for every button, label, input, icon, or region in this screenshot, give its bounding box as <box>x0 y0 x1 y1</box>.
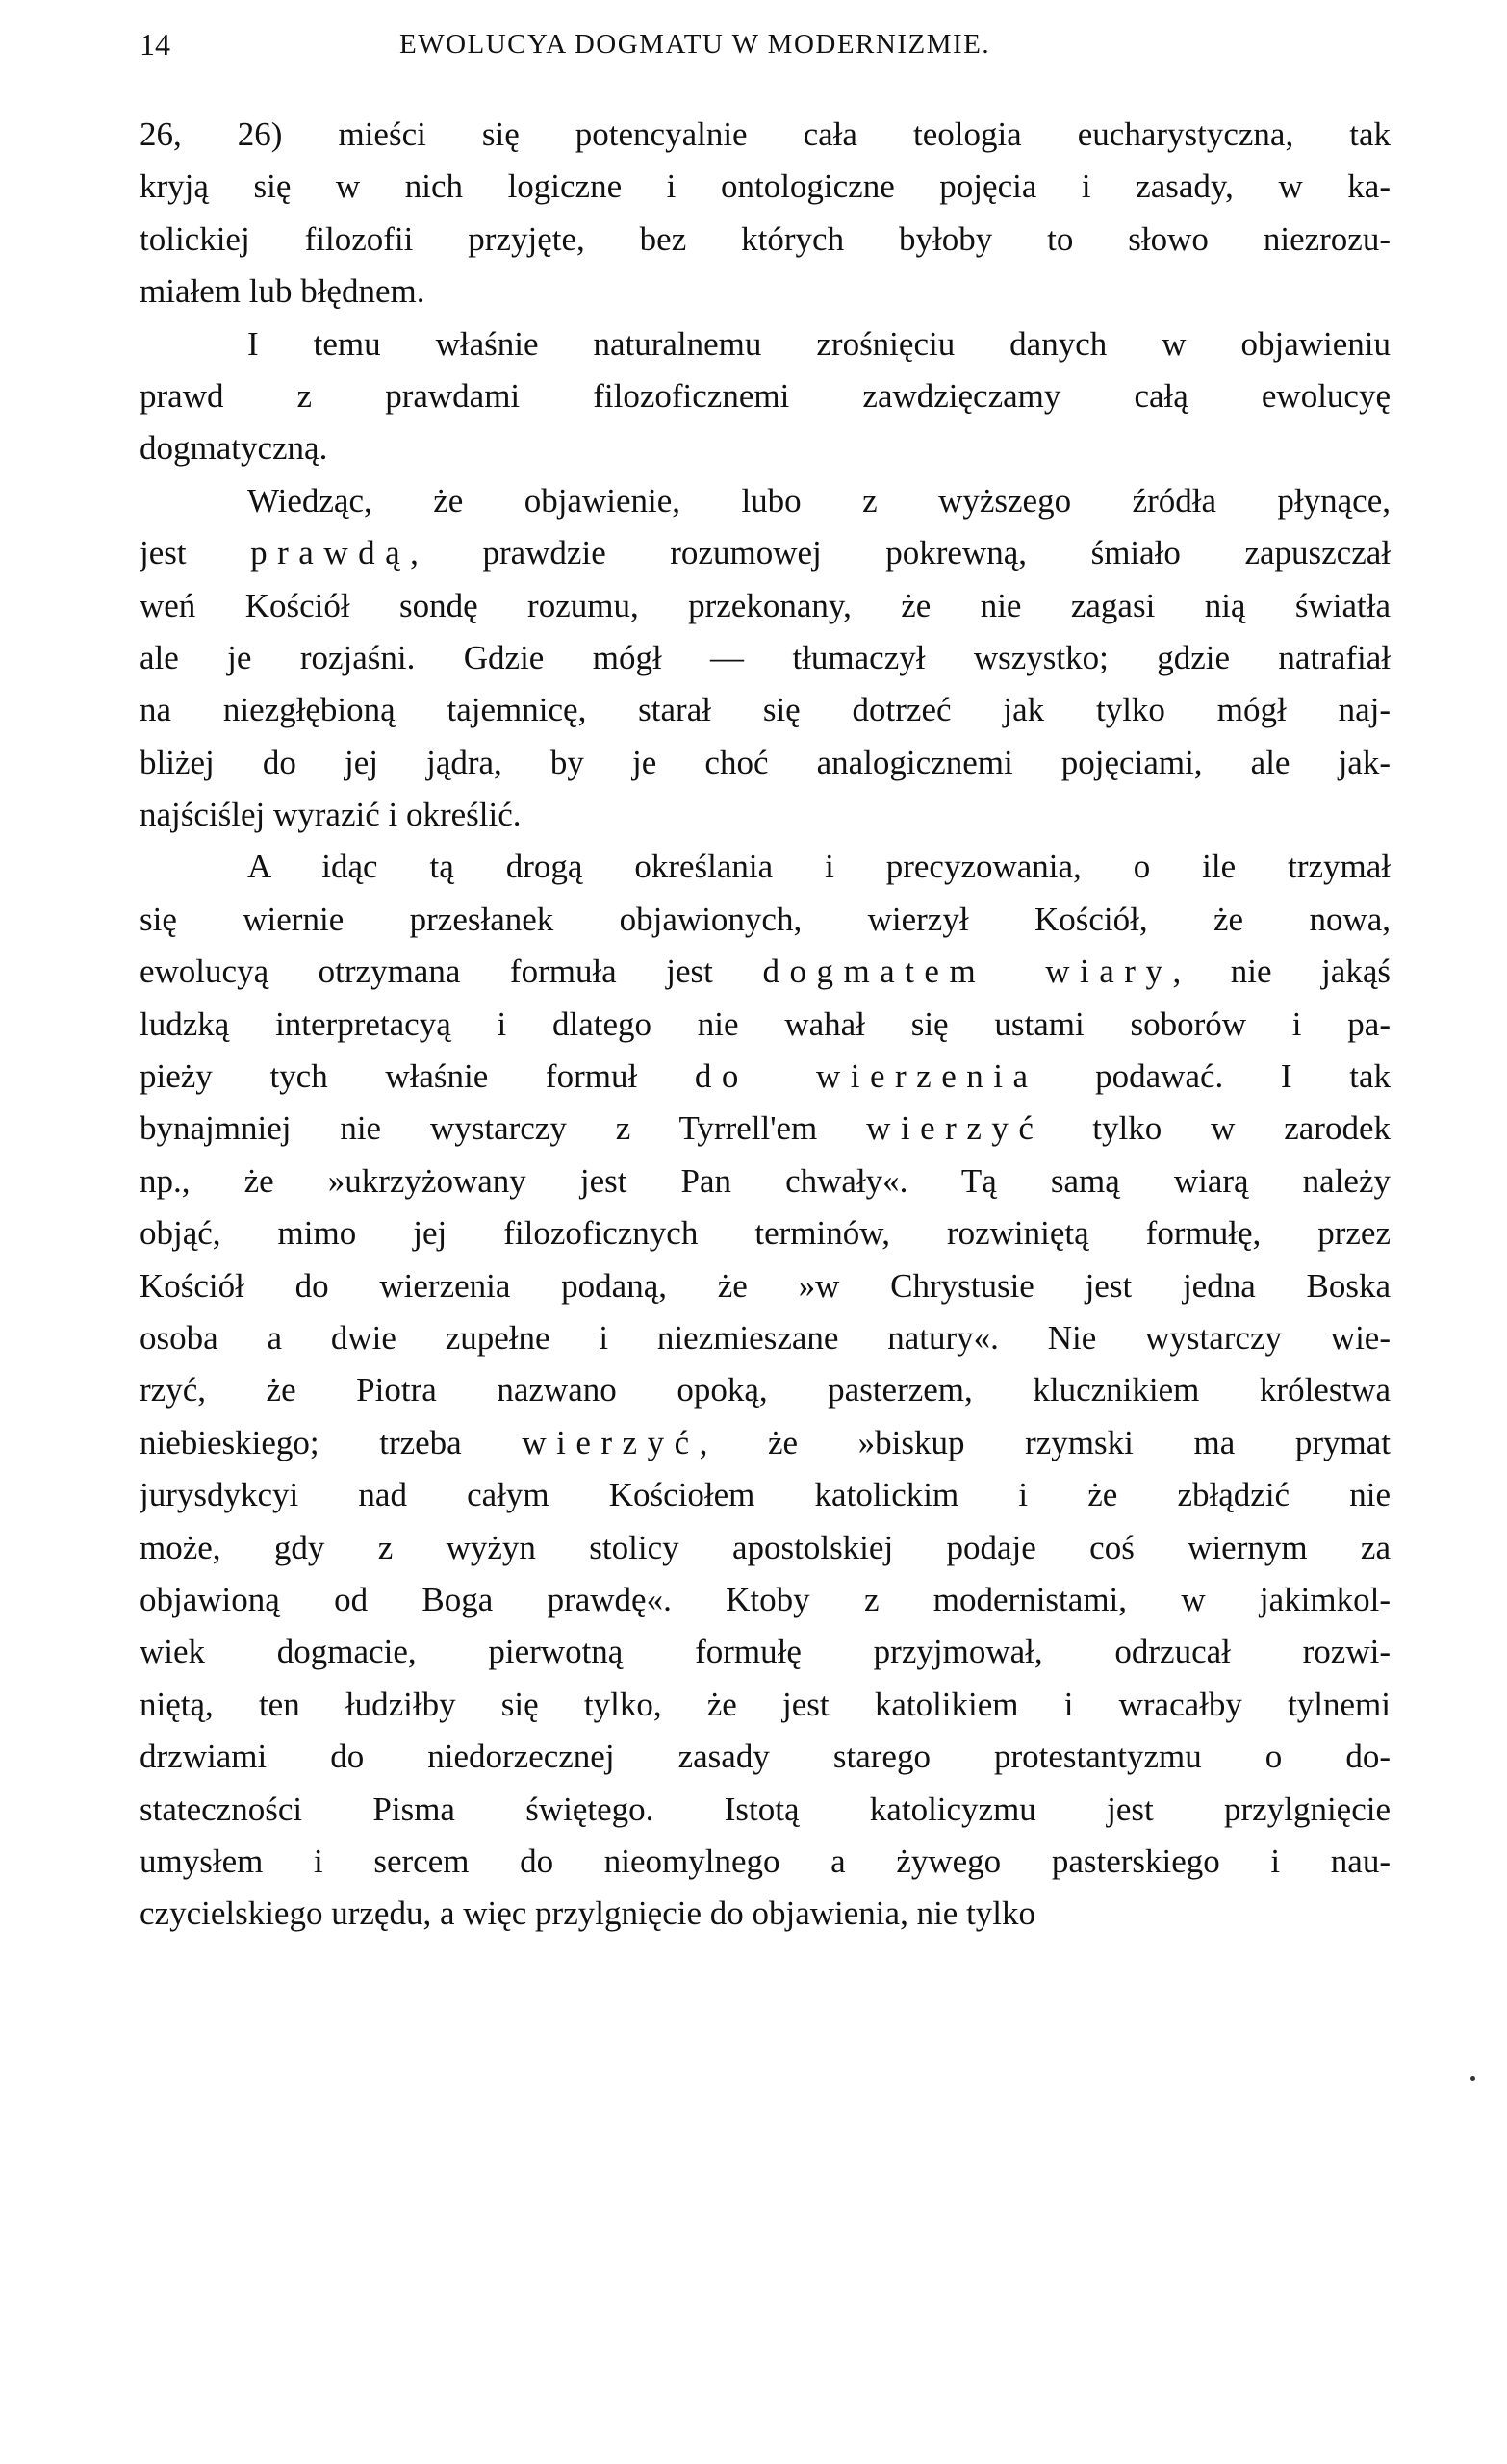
text-line: może, gdy z wyżyn stolicy apostolskiej podaje coś wiernym za <box>140 1528 1391 1566</box>
text-segment: , nie jakąś <box>1172 953 1391 991</box>
text-segment: jest <box>140 534 251 572</box>
text-line <box>140 527 1391 579</box>
text-line: weń Kościół sondę rozumu, przekonany, że nie zagasi nią światła <box>140 586 1391 624</box>
text-line: objąć, mimo jej filozoficznych terminów, rozwiniętą formułę, przez <box>140 1214 1391 1253</box>
text-line <box>140 1103 1391 1155</box>
text-line: niętą, ten łudziłby się tylko, że jest katolikiem i wracałby tylnemi <box>140 1685 1391 1723</box>
text-segment: pieży tych właśnie formuł <box>140 1057 695 1096</box>
text-segment: , że »biskup rzymski ma prymat <box>699 1423 1391 1461</box>
text-line: 26, 26) mieści się potencyalnie cała teologia eucharystyczna, tak <box>140 115 1391 153</box>
text-segment: podawać. I tak <box>1037 1057 1391 1096</box>
text-line: Wiedząc, że objawienie, lubo z wyższego źródła płynące, <box>247 481 1391 520</box>
text-line: najściślej wyrazić i określić. <box>140 796 522 834</box>
text-line: tolickiej filozofii przyjęte, bez których byłoby to słowo niezrozu- <box>140 219 1391 258</box>
text-segment: bynajmniej nie wystarczy z Tyrrell'em <box>140 1109 867 1148</box>
text-line: prawd z prawdami filozoficznemi zawdzięczamy całą ewolucyę <box>140 376 1391 415</box>
text-line: Kościół do wierzenia podaną, że »w Chrystusie jest jedna Boska <box>140 1266 1391 1305</box>
emphasized-text: dogmatem wiary <box>762 953 1173 991</box>
text-line: umysłem i sercem do nieomylnego a żywego pasterskiego i nau- <box>140 1842 1391 1880</box>
text-segment: , prawdzie rozumowej pokrewną, śmiało zapuszczał <box>410 534 1391 572</box>
text-line: na niezgłębioną tajemnicę, starał się dotrzeć jak tylko mógł naj- <box>140 691 1391 729</box>
text-segment: tylko w zarodek <box>1043 1109 1391 1148</box>
body-text <box>140 109 1391 1941</box>
text-line <box>140 1051 1391 1103</box>
text-line: miałem lub błędnem. <box>140 272 425 311</box>
text-line: kryją się w nich logiczne i ontologiczne pojęcia i zasady, w ka- <box>140 167 1391 206</box>
text-segment: ewolucyą otrzymana formuła jest <box>140 953 763 991</box>
text-line: czycielskiego urzędu, a więc przylgnięcie do objawienia, nie tylko <box>140 1894 1036 1933</box>
text-line: drzwiami do niedorzecznej zasady starego protestantyzmu o do- <box>140 1738 1391 1776</box>
text-line: stateczności Pisma świętego. Istotą katolicyzmu jest przylgnięcie <box>140 1790 1391 1828</box>
text-line: ludzką interpretacyą i dlatego nie wahał się ustami soborów i pa- <box>140 1004 1391 1043</box>
text-segment: niebieskiego; trzeba <box>140 1423 523 1461</box>
text-line: się wiernie przesłanek objawionych, wierzył Kościół, że nowa, <box>140 900 1391 938</box>
text-line: wiek dogmacie, pierwotną formułę przyjmował, odrzucał rozwi- <box>140 1633 1391 1671</box>
text-line: objawioną od Boga prawdę«. Ktoby z modernistami, w jakimkol- <box>140 1580 1391 1618</box>
emphasized-text: prawdą <box>250 534 411 572</box>
text-line: jurysdykcyi nad całym Kościołem katolickim i że zbłądzić nie <box>140 1476 1391 1514</box>
emphasized-text: wierzyć <box>866 1109 1044 1148</box>
text-line: I temu właśnie naturalnemu zrośnięciu danych w objawieniu <box>247 324 1391 363</box>
text-line: dogmatyczną. <box>140 429 328 468</box>
text-line <box>140 946 1391 998</box>
page-header <box>140 27 1386 69</box>
page-number: 14 <box>140 27 170 62</box>
emphasized-text: do wierzenia <box>694 1057 1038 1096</box>
text-line: ale je rozjaśni. Gdzie mógł — tłumaczył wszystko; gdzie natrafiał <box>140 638 1391 676</box>
text-line: np., że »ukrzyżowany jest Pan chwały«. Tą samą wiarą należy <box>140 1161 1391 1200</box>
text-line: osoba a dwie zupełne i niezmieszane natury«. Nie wystarczy wie- <box>140 1318 1391 1357</box>
text-line: rzyć, że Piotra nazwano opoką, pasterzem, klucznikiem królestwa <box>140 1371 1391 1410</box>
emphasized-text: wierzyć <box>522 1423 700 1461</box>
text-line: A idąc tą drogą określania i precyzowania, o ile trzymał <box>247 848 1391 886</box>
text-line <box>140 1417 1391 1469</box>
print-speck <box>1470 2076 1475 2081</box>
running-title: EWOLUCYA DOGMATU W MODERNIZMIE. <box>399 29 991 60</box>
text-line: bliżej do jej jądra, by je choć analogicznemi pojęciami, ale jak- <box>140 743 1391 781</box>
